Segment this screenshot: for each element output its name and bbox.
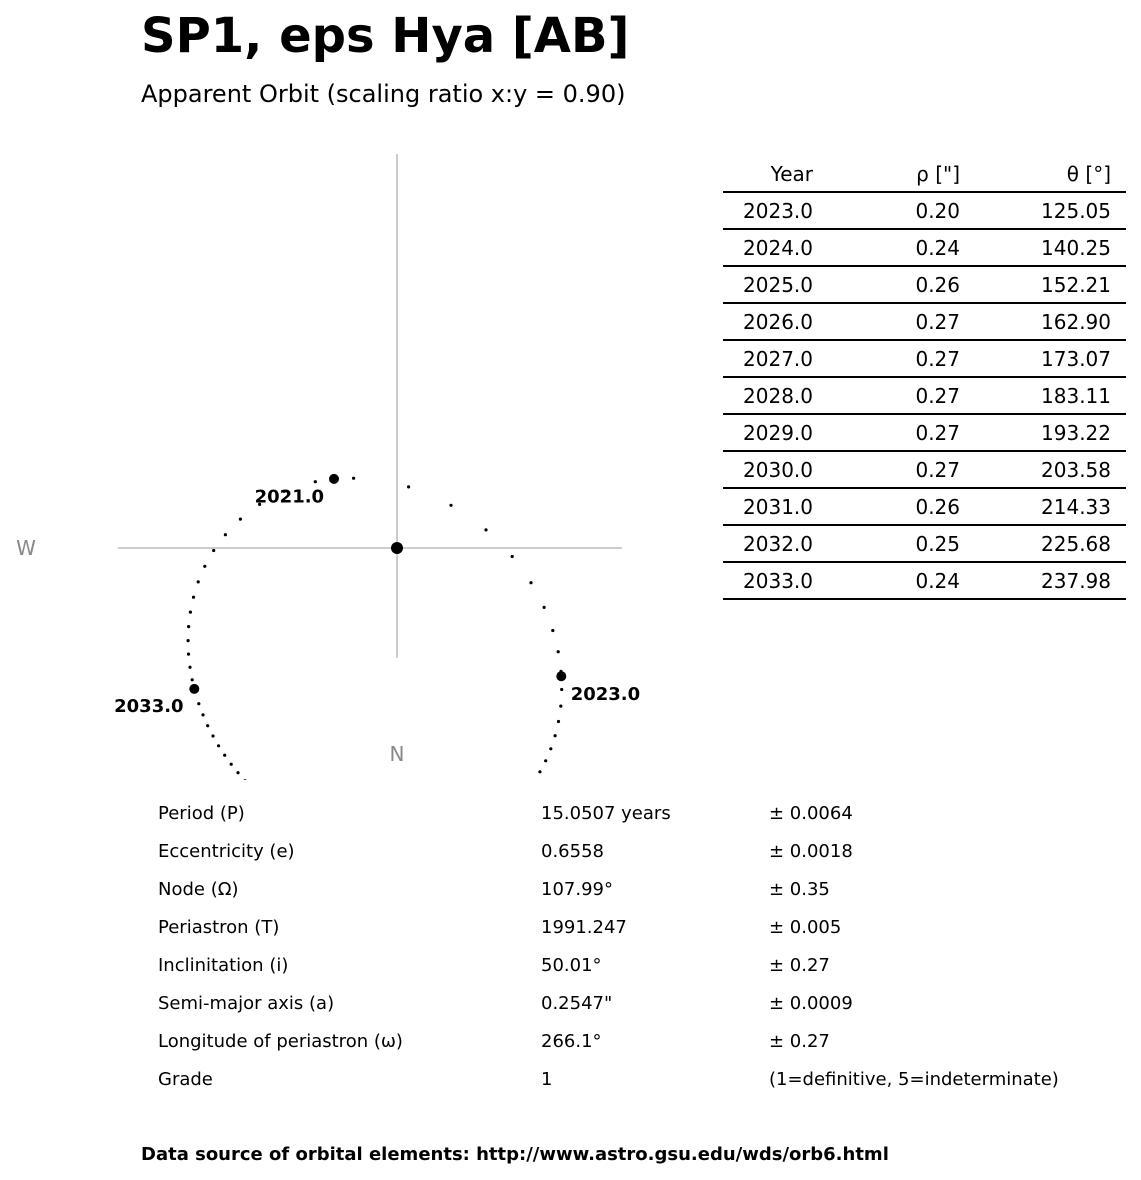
element-name: Periastron (T) bbox=[158, 916, 280, 938]
element-name: Inclinitation (i) bbox=[158, 954, 289, 976]
orbit-dot bbox=[230, 763, 233, 766]
table-row bbox=[723, 341, 1126, 378]
cell-year: 2032.0 bbox=[743, 531, 813, 556]
cell-year: 2023.0 bbox=[743, 198, 813, 223]
table-row bbox=[723, 304, 1126, 341]
orbit-dot bbox=[511, 555, 514, 558]
orbit-dot bbox=[212, 549, 215, 552]
cell-theta: 225.68 bbox=[1041, 531, 1111, 556]
orbit-dot bbox=[192, 596, 195, 599]
element-row bbox=[158, 1060, 1059, 1098]
element-row bbox=[158, 908, 1059, 946]
epoch-marker bbox=[329, 474, 339, 484]
cell-year: 2025.0 bbox=[743, 272, 813, 297]
cell-rho: 0.24 bbox=[915, 235, 960, 260]
orbit-dot bbox=[543, 606, 546, 609]
compass-north-label: N bbox=[389, 742, 405, 766]
cell-year: 2030.0 bbox=[743, 457, 813, 482]
element-value: 15.0507 years bbox=[541, 802, 671, 824]
epoch-label: 2023.0 bbox=[570, 683, 641, 705]
orbit-dot bbox=[239, 518, 242, 521]
cell-rho: 0.26 bbox=[915, 494, 960, 519]
cell-year: 2024.0 bbox=[743, 235, 813, 260]
cell-theta: 237.98 bbox=[1041, 568, 1111, 593]
element-name: Eccentricity (e) bbox=[158, 840, 295, 862]
orbit-dot bbox=[557, 720, 560, 723]
element-error: ± 0.0018 bbox=[769, 840, 853, 862]
orbit-dot bbox=[544, 759, 547, 762]
orbit-dot bbox=[560, 688, 563, 691]
element-error: ± 0.005 bbox=[769, 916, 842, 938]
orbit-dot bbox=[484, 528, 487, 531]
cell-rho: 0.27 bbox=[915, 346, 960, 371]
orbit-dot bbox=[352, 477, 355, 480]
orbit-dot bbox=[197, 702, 200, 705]
orbit-dot bbox=[217, 744, 220, 747]
element-error: ± 0.0009 bbox=[769, 992, 853, 1014]
element-name: Node (Ω) bbox=[158, 878, 239, 900]
element-value: 0.6558 bbox=[541, 840, 604, 862]
orbit-dot bbox=[538, 770, 541, 773]
orbit-dot bbox=[223, 754, 226, 757]
element-name: Semi-major axis (a) bbox=[158, 992, 335, 1014]
element-row bbox=[158, 870, 1059, 908]
epoch-marker bbox=[189, 684, 199, 694]
table-row bbox=[723, 267, 1126, 304]
orbit-dot bbox=[224, 533, 227, 536]
orbit-dot bbox=[407, 485, 410, 488]
table-row bbox=[723, 526, 1126, 563]
cell-rho: 0.27 bbox=[915, 457, 960, 482]
element-error: ± 0.27 bbox=[769, 954, 830, 976]
orbit-dot bbox=[197, 580, 200, 583]
cell-theta: 140.25 bbox=[1041, 235, 1111, 260]
table-row bbox=[723, 452, 1126, 489]
orbit-dot bbox=[203, 565, 206, 568]
ephemeris-table bbox=[723, 156, 1126, 600]
element-row bbox=[158, 1022, 1059, 1060]
cell-rho: 0.25 bbox=[915, 531, 960, 556]
orbit-dot bbox=[191, 678, 194, 681]
cell-theta: 162.90 bbox=[1041, 309, 1111, 334]
orbit-dot bbox=[529, 581, 532, 584]
element-row bbox=[158, 984, 1059, 1022]
orbit-dot bbox=[244, 779, 247, 780]
table-row bbox=[723, 563, 1126, 600]
orbit-dot bbox=[206, 724, 209, 727]
cell-rho: 0.27 bbox=[915, 383, 960, 408]
element-value: 107.99° bbox=[541, 878, 613, 900]
orbit-dot bbox=[551, 629, 554, 632]
cell-year: 2029.0 bbox=[743, 420, 813, 445]
element-name: Grade bbox=[158, 1068, 213, 1090]
cell-theta: 214.33 bbox=[1041, 494, 1111, 519]
cell-rho: 0.20 bbox=[915, 198, 960, 223]
orbit-plot bbox=[0, 140, 720, 780]
cell-theta: 152.21 bbox=[1041, 272, 1111, 297]
epoch-label: 2021.0 bbox=[254, 486, 325, 508]
element-name: Longitude of periastron (ω) bbox=[158, 1030, 403, 1052]
compass-west-label: W bbox=[16, 536, 36, 560]
cell-year: 2028.0 bbox=[743, 383, 813, 408]
orbit-dot bbox=[189, 611, 192, 614]
orbit-dot bbox=[201, 713, 204, 716]
orbit-dot bbox=[557, 650, 560, 653]
epoch-marker bbox=[556, 671, 566, 681]
cell-year: 2031.0 bbox=[743, 494, 813, 519]
table-row bbox=[723, 230, 1126, 267]
element-value: 1991.247 bbox=[541, 916, 627, 938]
orbit-path bbox=[187, 477, 564, 780]
cell-year: 2027.0 bbox=[743, 346, 813, 371]
cell-theta: 173.07 bbox=[1041, 346, 1111, 371]
epoch-label: 2033.0 bbox=[114, 695, 184, 717]
orbit-dot bbox=[187, 639, 190, 642]
element-value: 266.1° bbox=[541, 1030, 602, 1052]
element-row bbox=[158, 832, 1059, 870]
orbit-dot bbox=[559, 705, 562, 708]
table-row bbox=[723, 489, 1126, 526]
orbital-elements-table bbox=[158, 794, 1059, 1098]
ephemeris-header bbox=[723, 156, 1126, 193]
cell-theta: 183.11 bbox=[1041, 383, 1111, 408]
element-value: 50.01° bbox=[541, 954, 602, 976]
cell-theta: 125.05 bbox=[1041, 198, 1111, 223]
orbit-dot bbox=[187, 625, 190, 628]
cell-rho: 0.27 bbox=[915, 309, 960, 334]
orbit-dot bbox=[236, 771, 239, 774]
orbit-dot bbox=[554, 734, 557, 737]
element-error: (1=definitive, 5=indeterminate) bbox=[769, 1068, 1059, 1090]
orbit-dot bbox=[314, 480, 317, 483]
cell-rho: 0.26 bbox=[915, 272, 960, 297]
epoch-markers bbox=[114, 474, 640, 780]
cell-rho: 0.27 bbox=[915, 420, 960, 445]
orbit-dot bbox=[187, 653, 190, 656]
element-row bbox=[158, 946, 1059, 984]
header-theta: θ [°] bbox=[1066, 161, 1111, 186]
table-row bbox=[723, 378, 1126, 415]
primary-star bbox=[391, 542, 403, 554]
orbit-dot bbox=[188, 666, 191, 669]
element-error: ± 0.0064 bbox=[769, 802, 853, 824]
chart-subtitle: Apparent Orbit (scaling ratio x:y = 0.90) bbox=[141, 80, 626, 108]
element-value: 1 bbox=[541, 1068, 553, 1090]
orbit-dot bbox=[549, 747, 552, 750]
table-row bbox=[723, 415, 1126, 452]
header-year: Year bbox=[770, 161, 813, 186]
cell-rho: 0.24 bbox=[915, 568, 960, 593]
header-rho: ρ ["] bbox=[916, 161, 960, 186]
chart-title: SP1, eps Hya [AB] bbox=[141, 8, 630, 64]
cell-theta: 193.22 bbox=[1041, 420, 1111, 445]
data-source-note: Data source of orbital elements: http://www.astro.gsu.edu/wds/orb6.html bbox=[141, 1144, 889, 1165]
element-error: ± 0.35 bbox=[769, 878, 830, 900]
element-row bbox=[158, 794, 1059, 832]
cell-year: 2026.0 bbox=[743, 309, 813, 334]
element-value: 0.2547" bbox=[541, 992, 613, 1014]
orbit-dot bbox=[211, 734, 214, 737]
element-name: Period (P) bbox=[158, 802, 245, 824]
cell-year: 2033.0 bbox=[743, 568, 813, 593]
orbit-dot bbox=[449, 504, 452, 507]
element-error: ± 0.27 bbox=[769, 1030, 830, 1052]
cell-theta: 203.58 bbox=[1041, 457, 1111, 482]
table-row bbox=[723, 193, 1126, 230]
